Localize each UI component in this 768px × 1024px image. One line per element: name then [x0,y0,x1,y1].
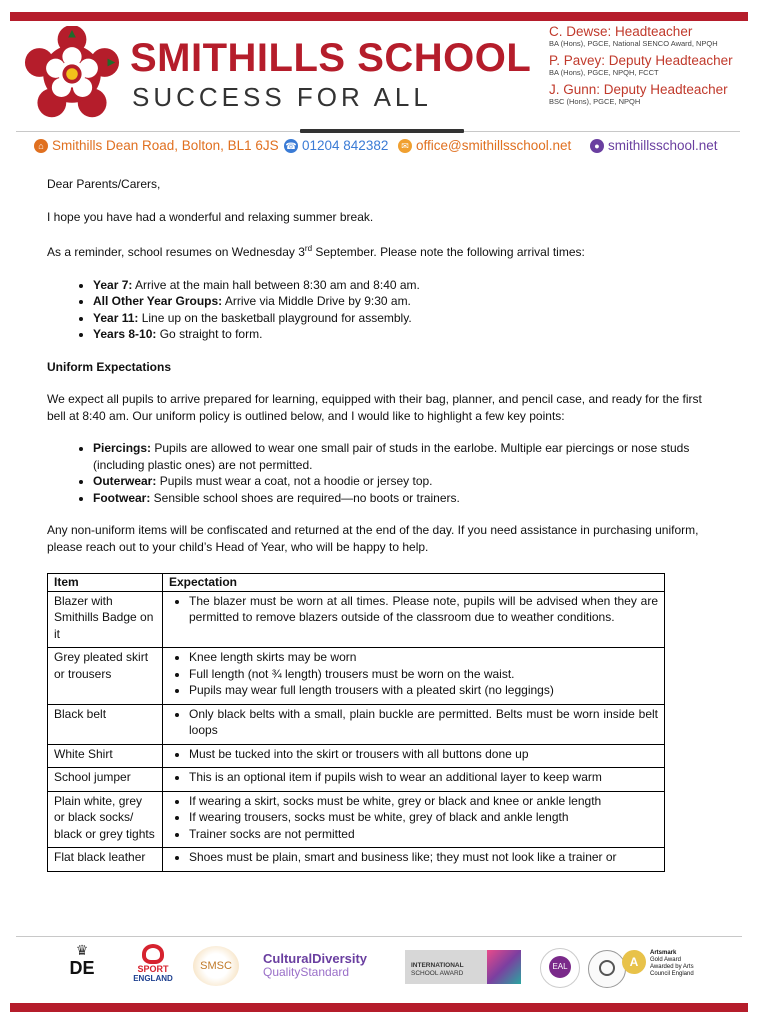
table-row [48,591,665,648]
date-suffix: rd [304,244,313,253]
address-text: Smithills Dean Road, Bolton, BL1 6JS [52,138,279,153]
intl-text: INTERNATIONAL [411,962,464,969]
expectation-cell [163,648,665,705]
expectation-item: • The blazer must be worn at all times. Please note, pupils will be advised when they are permitted to remove blazers outside of the classroom due to weather conditions. [189,593,658,626]
expectation-cell [163,591,665,648]
staff-entry [549,82,754,107]
list-item [93,490,719,507]
item-text: Pupils are allowed to wear one small pair of studs in the earlobe. Multiple ear piercings or nose studs (including plastic ones) are not permitted. [93,441,690,472]
item-text: Line up on the basketball playground for assembly. [138,310,412,325]
sport-england-logo [130,944,176,983]
item-text: Sensible school shoes are required—no boots or trainers. [150,490,460,505]
doe-text: DE [69,958,95,978]
badge-icon [599,960,615,976]
list-item [93,310,719,327]
expectation-item: • Knee length skirts may be worn [189,649,658,666]
expectation-cell [163,704,665,744]
item-label: Footwear: [93,490,151,505]
top-accent-bar [10,12,748,21]
item-cell: Plain white, grey or black socks/ black or grey tights [48,791,163,848]
footer-divider [16,936,742,937]
staff-entry [549,53,754,78]
table-row [48,704,665,744]
tudor-rose-logo [24,26,120,122]
staff-qualifications: BA (Hons), PGCE, National SENCO Award, NPQH [549,39,718,48]
accreditation-logos [60,942,700,998]
email-text[interactable]: office@smithillsschool.net [416,138,572,153]
column-header-item: Item [48,574,163,592]
salutation: Dear Parents/Carers, [47,177,161,191]
table-row [48,791,665,848]
expectation-item: • This is an optional item if pupils wish to wear an additional layer to keep warm [189,769,658,786]
uniform-heading: Uniform Expectations [47,359,172,374]
reminder-text: As a reminder, school resumes on Wednesday 3 [47,245,305,259]
email-icon: ✉ [398,139,412,153]
school-motto: SUCCESS FOR ALL [132,82,432,112]
expectation-item: • If wearing trousers, socks must be white, grey of black and ankle length [189,809,658,826]
award-graphic [487,950,521,984]
item-label: Years 8-10: [93,327,157,341]
cultural-diversity-logo [263,952,387,979]
uniform-points-list [47,440,719,506]
list-item [93,473,719,490]
uniform-table-wrapper [47,571,719,903]
eal-text: EAL [549,956,571,978]
table-row [48,768,665,792]
header-divider-accent [300,129,464,133]
cultural-text: CulturalDiversity [263,951,368,966]
arts-council-badge [588,950,626,988]
expectation-item: • Pupils may wear full length trousers with a pleated skirt (no leggings) [189,682,658,699]
international-school-award-logo [405,950,521,984]
home-icon: ⌂ [34,139,48,153]
phone-icon: ☎ [285,140,297,151]
item-text: Go straight to form. [156,327,263,341]
item-text: Arrive via Middle Drive by 9:30 am. [222,294,411,308]
staff-name: J. Gunn: Deputy Headteacher [549,82,728,97]
item-label: Year 11: [93,310,139,325]
expectation-cell [163,791,665,848]
expectation-cell [163,848,665,872]
table-row [48,648,665,705]
item-label: All Other Year Groups: [93,294,223,308]
staff-entry [549,24,754,49]
arrival-list [47,277,719,343]
expectation-cell [163,744,665,768]
intro-paragraph: I hope you have had a wonderful and relaxing summer break. [47,209,374,224]
artsmark-line: Awarded by Arts [650,964,694,970]
table-row [48,848,665,872]
item-text: Arrive at the main hall between 8:30 am and 8:40 am. [132,277,420,292]
table-row [48,744,665,768]
uniform-table [47,573,665,872]
artsmark-icon: A [622,950,646,974]
artsmark-line: Council England [650,971,694,977]
staff-qualifications: BA (Hons), PGCE, NPQH, FCCT [549,68,659,77]
contact-phone[interactable] [284,138,388,153]
item-label: Year 7: [93,277,133,292]
contact-website[interactable] [590,138,718,153]
expectation-cell [163,768,665,792]
artsmark-line: Gold Award [650,957,681,963]
eal-quality-mark-logo [540,948,580,988]
list-item [93,440,719,473]
expectation-item: • Shoes must be plain, smart and business like; they must not look like a trainer or [189,849,658,866]
non-uniform-paragraph: Any non-uniform items will be confiscated and returned at the end of the day. If you need assistance in purchasing uniform, please reach out to your child’s Head of Year, who will be happy to help. [47,523,699,554]
expectation-item: • Must be tucked into the skirt or trousers with all buttons done up [189,746,658,763]
item-cell: School jumper [48,768,163,792]
england-text: ENGLAND [133,974,173,983]
sport-text: SPORT [137,964,169,974]
reminder-text-end: September. Please note the following arrival times: [312,245,585,259]
globe-icon: ● [590,139,604,153]
award-text: SCHOOL AWARD [411,970,464,977]
uniform-intro: We expect all pupils to arrive prepared for learning, equipped with their bag, planner, and pencil case, and ready for the first bell at 8:40 am. Our uniform policy is outlined below, and I would like to highlight a few key points: [47,392,702,423]
expectation-item: • Only black belts with a small, plain buckle are permitted. Belts must be worn inside belt loops [189,706,658,739]
smsc-text: SMSC [200,960,232,972]
table-header-row [48,574,665,592]
reminder-paragraph [47,241,719,261]
item-cell: Flat black leather [48,848,163,872]
quality-text: QualityStandard [263,965,350,979]
staff-name: P. Pavey: Deputy Headteacher [549,53,733,68]
doe-award-logo [62,942,102,978]
item-cell: Blazer with Smithills Badge on it [48,591,163,648]
contact-address [34,138,279,153]
staff-name: C. Dewse: Headteacher [549,24,693,39]
list-item [93,326,719,343]
smsc-logo [193,946,239,986]
item-cell: Grey pleated skirt or trousers [48,648,163,705]
school-name: SMITHILLS SCHOOL [130,36,532,80]
sport-england-icon [142,944,164,964]
contact-bar [34,138,744,158]
column-header-expectation: Expectation [163,574,665,592]
contact-email[interactable] [398,138,571,153]
list-item [93,277,719,294]
artsmark-title: Artsmark [650,950,677,956]
bottom-accent-bar [10,1003,748,1012]
letter-body [47,176,719,903]
expectation-item: • Full length (not ¾ length) trousers must be worn on the waist. [189,666,658,683]
website-text[interactable]: smithillsschool.net [608,138,718,153]
expectation-item: • Trainer socks are not permitted [189,826,658,843]
list-item [93,293,719,310]
item-cell: White Shirt [48,744,163,768]
item-cell: Black belt [48,704,163,744]
item-label: Piercings: [93,441,152,455]
phone-text[interactable]: 01204 842382 [302,138,389,153]
staff-qualifications: BSC (Hons), PGCE, NPQH [549,97,641,106]
item-text: Pupils must wear a coat, not a hoodie or jersey top. [156,474,433,488]
item-label: Outerwear: [93,474,157,488]
expectation-item: • If wearing a skirt, socks must be white, grey or black and knee or ankle length [189,793,658,810]
crown-icon: ♛ [75,942,89,958]
staff-list [549,24,754,111]
